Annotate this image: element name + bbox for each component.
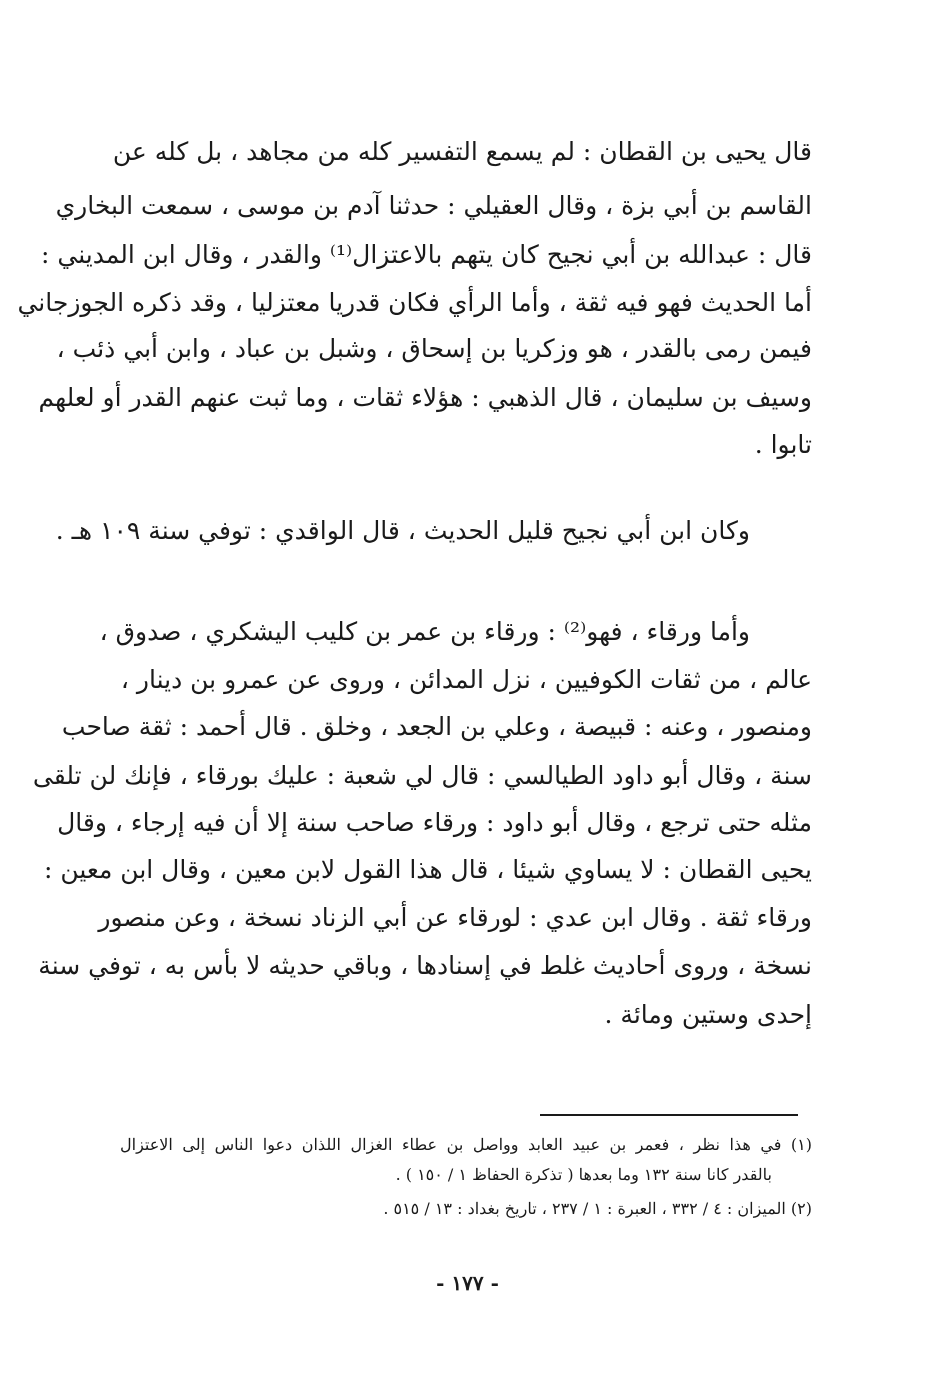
page-number: - ١٧٧ -: [436, 1271, 499, 1295]
text-line: ومنصور ، وعنه : قبيصة ، وعلي بن الجعد ، وخلق . قال أحمد : ثقة صاحب: [61, 712, 812, 741]
text-line: يحيى القطان : لا يساوي شيئا ، قال هذا القول لابن معين ، وقال ابن معين :: [43, 855, 812, 884]
footnote-divider: [540, 1114, 798, 1116]
text-line: وكان ابن أبي نجيح قليل الحديث ، قال الواقدي : توفي سنة ١٠٩ هـ .: [55, 516, 750, 545]
text-line: عالم ، من ثقات الكوفيين ، نزل المدائن ، وروى عن عمرو بن دينار ،: [120, 665, 812, 694]
footnote-1-continued: بالقدر كانا سنة ١٣٢ وما بعدها ( تذكرة الحفاظ ١ / ١٥٠ ) .: [395, 1165, 772, 1184]
footnote-1: (١) في هذا نظر ، فعمر بن عبيد العابد وواصل بن عطاء الغزال اللذان دعوا الناس إلى الاعتزال: [120, 1135, 812, 1154]
footnote-2: (٢) الميزان : ٤ / ٣٣٢ ، العبرة : ١ / ٢٣٧ ، تاريخ بغداد : ١٣ / ٥١٥ .: [383, 1199, 812, 1218]
text-line: إحدى وستين ومائة .: [604, 1000, 812, 1029]
text-line: قال : عبدالله بن أبي نجيح كان يتهم بالاعتزال⁽¹⁾ والقدر ، وقال ابن المديني :: [41, 240, 812, 269]
text-line: قال يحيى بن القطان : لم يسمع التفسير كله من مجاهد ، بل كله عن: [112, 137, 812, 166]
text-line: أما الحديث فهو فيه ثقة ، وأما الرأي فكان قدريا معتزليا ، وقد ذكره الجوزجاني: [17, 288, 812, 317]
text-line: وسيف بن سليمان ، قال الذهبي : هؤلاء ثقات ، وما ثبت عنهم القدر أو لعلهم: [38, 383, 812, 412]
text-line: مثله حتى ترجع ، وقال أبو داود : ورقاء صاحب سنة إلا أن فيه إرجاء ، وقال: [57, 808, 812, 837]
text-line: القاسم بن أبي بزة ، وقال العقيلي : حدثنا آدم بن موسى ، سمعت البخاري: [55, 191, 812, 220]
text-line: سنة ، وقال أبو داود الطيالسي : قال لي شعبة : عليك بورقاء ، فإنك لن تلقى: [32, 761, 812, 790]
text-line: فيمن رمى بالقدر ، هو وزكريا بن إسحاق ، وشبل بن عباد ، وابن أبي ذئب ،: [56, 334, 812, 363]
text-line: نسخة ، وروى أحاديث غلط في إسنادها ، وباقي حديثه لا بأس به ، توفي سنة: [38, 951, 812, 980]
text-line: تابوا .: [754, 430, 812, 459]
text-line: ورقاء ثقة . وقال ابن عدي : لورقاء عن أبي الزناد نسخة ، وعن منصور: [98, 903, 812, 932]
text-line: وأما ورقاء ، فهو⁽²⁾ : ورقاء بن عمر بن كليب اليشكري ، صدوق ،: [99, 617, 750, 646]
